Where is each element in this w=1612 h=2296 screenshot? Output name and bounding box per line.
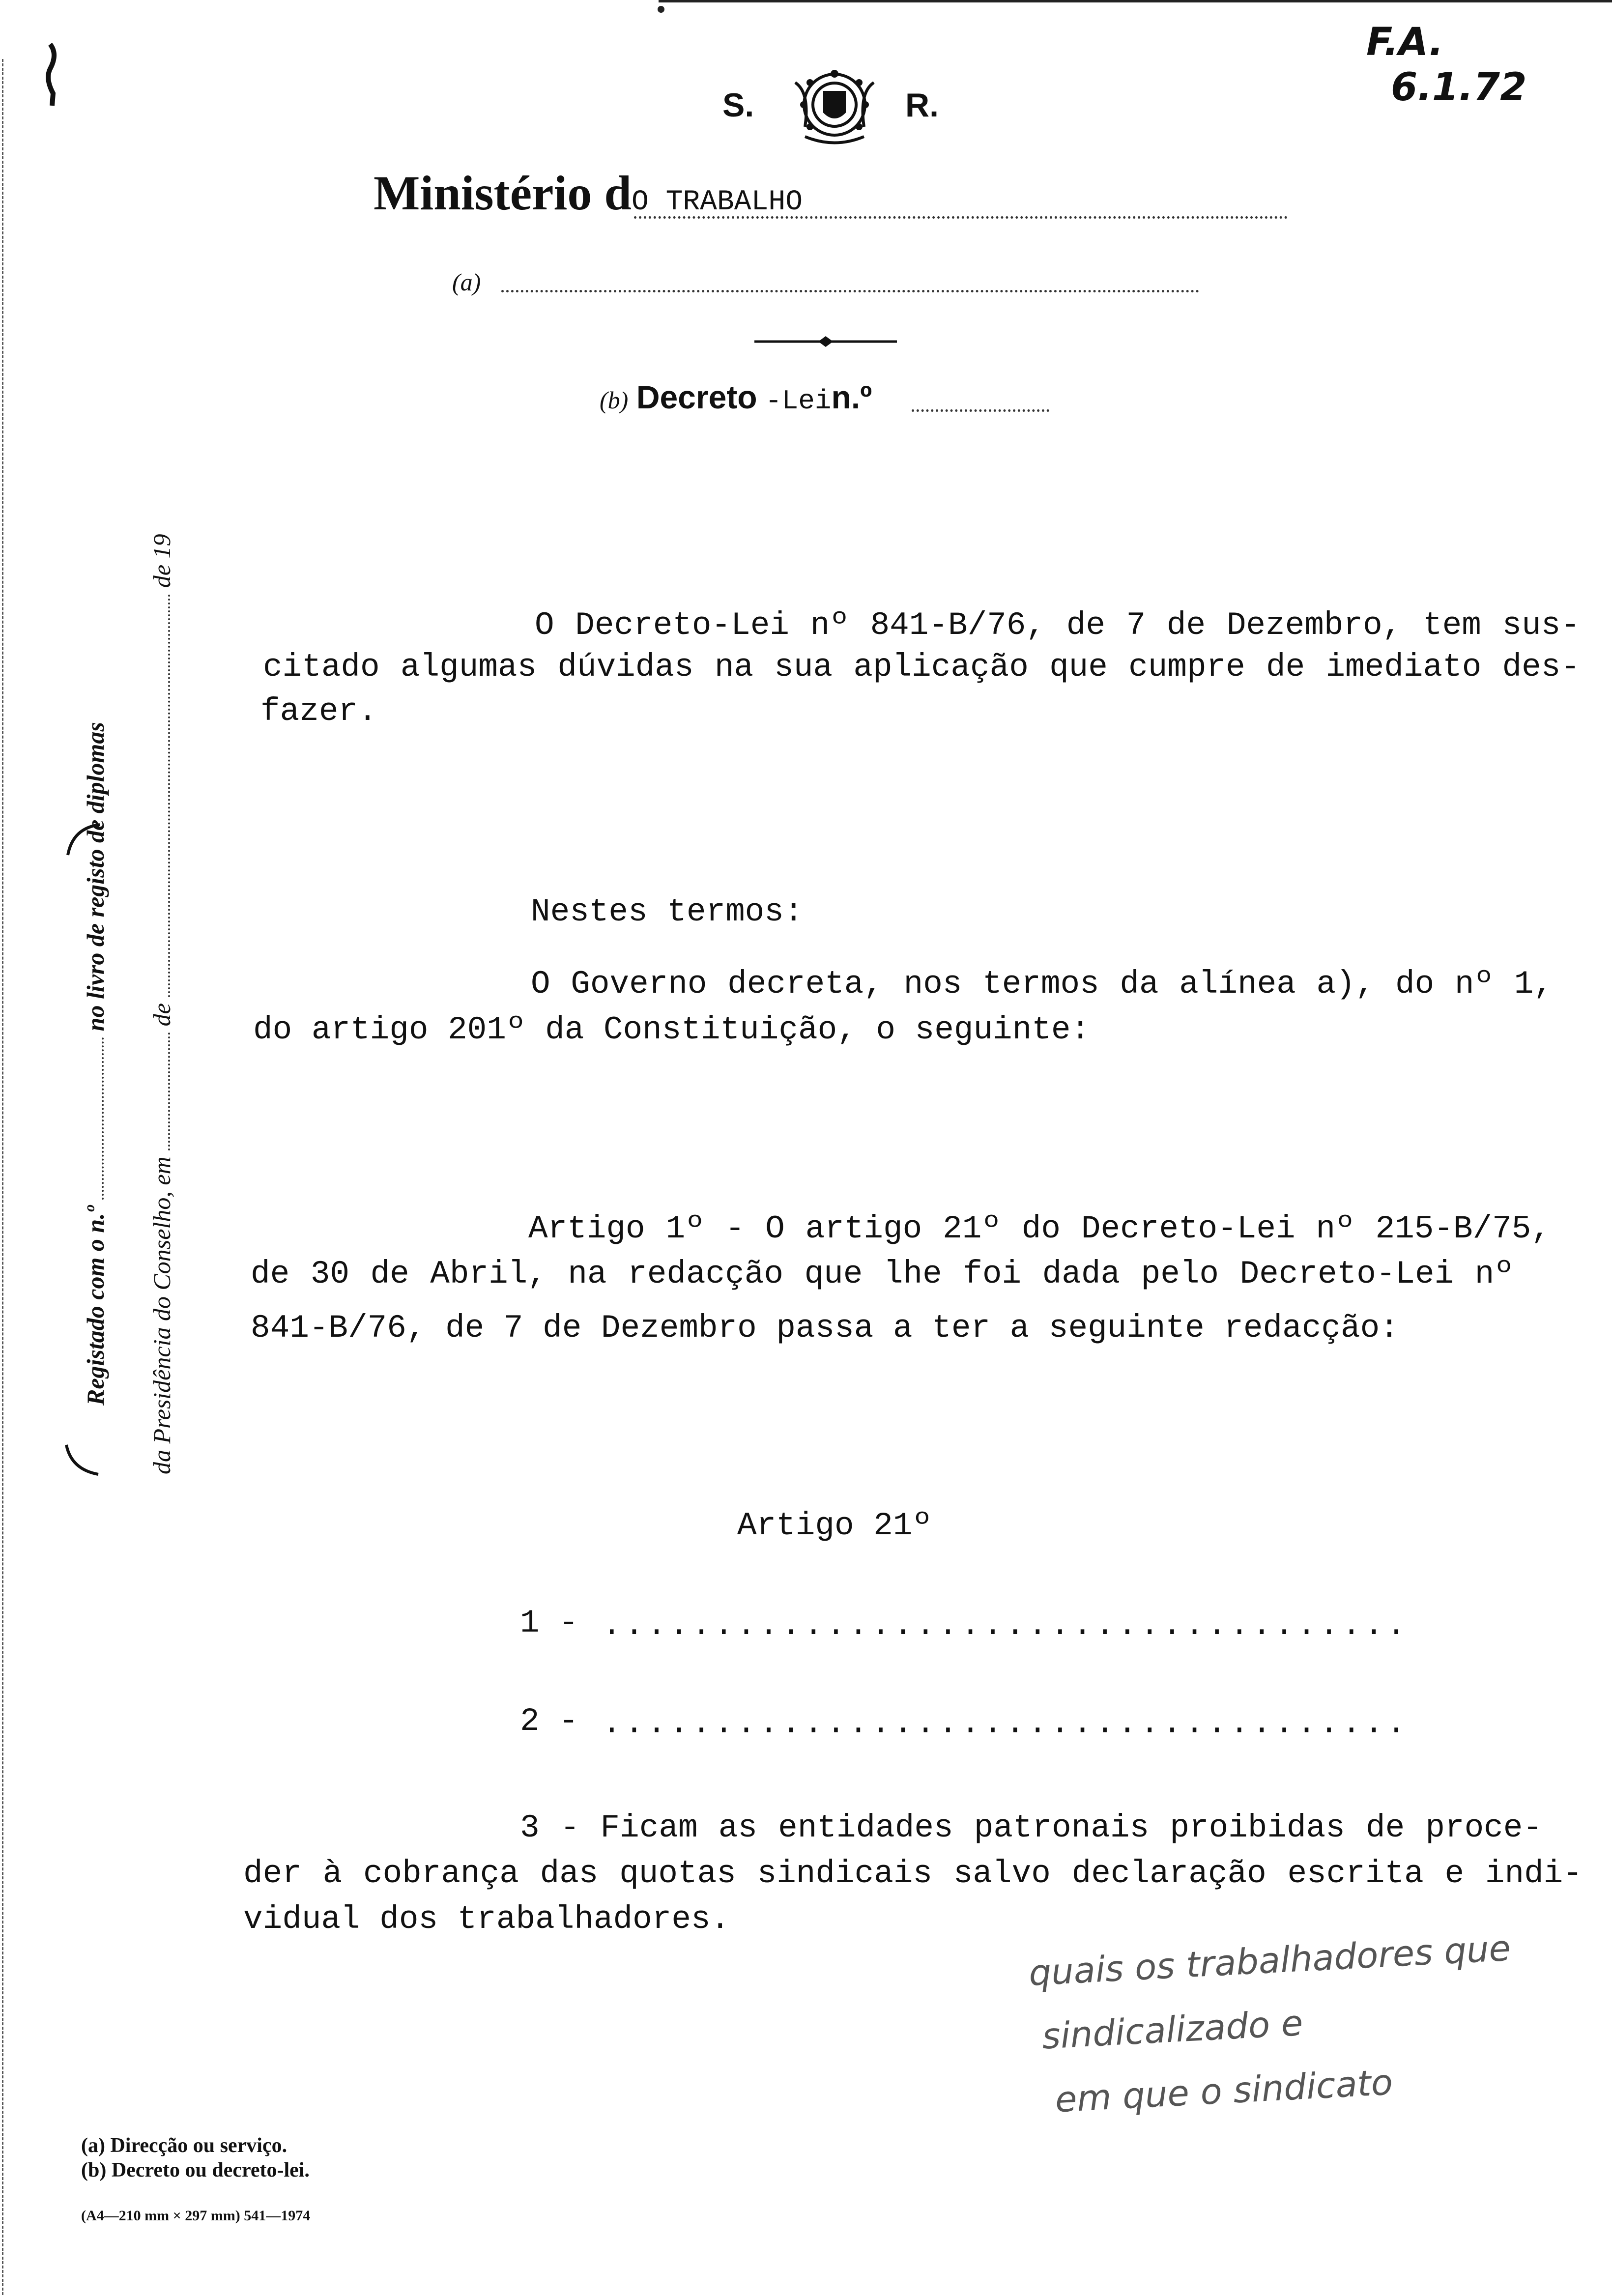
word: nº (810, 607, 849, 644)
word: tem (1422, 607, 1481, 644)
word: de (370, 1256, 409, 1292)
word: Decreto-Lei (575, 607, 789, 644)
sidebar-presidency-label: da Presidência do Conselho, em (148, 1156, 175, 1474)
paragraph-3-line-1 (531, 966, 1553, 1003)
word: imediato (1325, 649, 1482, 686)
decree-dotted-line (912, 409, 1049, 412)
word: dúvidas (557, 649, 694, 686)
nestes-termos: Nestes termos: (531, 893, 804, 930)
item-3-line-2 (243, 1855, 1583, 1892)
word: Decreto-Lei (1239, 1256, 1454, 1292)
footnote-a: (a) Direcção ou serviço. (81, 2134, 288, 2157)
decree-line (600, 378, 872, 417)
word: nos (903, 966, 962, 1003)
field-a-label: (a) (452, 268, 481, 296)
ministry-dotted-line (634, 216, 1288, 219)
word: nº (1316, 1210, 1355, 1247)
word: des- (1502, 649, 1580, 686)
article-1-line-2 (251, 1256, 1514, 1292)
handwritten-annotation-line-3: em que o sindicato (1054, 2061, 1394, 2121)
word: aplicação (853, 649, 1029, 686)
article-1-line-1 (528, 1210, 1551, 1247)
decree-suffix: -Lei (765, 385, 832, 417)
word: nº (1474, 1256, 1514, 1292)
word: da (1120, 966, 1159, 1003)
item-1-dots: .................................... (602, 1607, 1409, 1644)
word: escrita (1287, 1855, 1424, 1892)
handwritten-date: 6.1.72 (1391, 65, 1527, 110)
item-3-line-1 (520, 1809, 1542, 1846)
paragraph-1-line-3: fazer. (260, 693, 377, 730)
word: e (1444, 1855, 1465, 1892)
article-21-title: Artigo 21º (737, 1507, 932, 1544)
word: 1º (665, 1210, 705, 1247)
word: citado (263, 649, 380, 686)
word: as (718, 1809, 757, 1846)
word: Dezembro, (1226, 607, 1402, 644)
word: do (1395, 966, 1435, 1003)
sidebar-day-dots (168, 1033, 170, 1150)
word: Abril, (430, 1256, 547, 1292)
header-right-letter: R. (905, 86, 939, 124)
word: proibidas (1170, 1809, 1345, 1846)
header-left-letter: S. (722, 86, 754, 124)
item-2-dots: .................................... (602, 1705, 1409, 1742)
decree-label: Decreto (636, 379, 757, 415)
word: Decreto-Lei (1081, 1210, 1295, 1247)
word: Artigo (528, 1210, 645, 1247)
article-1-line-3: 841-B/76, de 7 de Dezembro passa a ter a seguinte redacção: (251, 1310, 1399, 1347)
word: nº (1454, 966, 1494, 1003)
form-reference: (A4—210 mm × 297 mm) 541—1974 (81, 2208, 311, 2224)
word: cobrança (363, 1855, 519, 1892)
word: de (1266, 649, 1305, 686)
word: O (765, 1210, 785, 1247)
paragraph-3-line-2: do artigo 201º da Constituição, o seguinte: (253, 1011, 1091, 1048)
sidebar-year-label: de 19 (148, 534, 175, 588)
word: alínea (1179, 966, 1296, 1003)
word: de (251, 1256, 290, 1292)
left-clip-mark (43, 39, 60, 108)
handwritten-initials: F.A. (1366, 20, 1444, 64)
word: 1, (1514, 966, 1553, 1003)
top-dot (658, 6, 664, 13)
word: lhe (883, 1256, 942, 1292)
word: sindicais (757, 1855, 933, 1892)
sidebar-register-line-2 (147, 534, 176, 1474)
sidebar-month-dots (168, 594, 170, 997)
word: proce- (1425, 1809, 1542, 1846)
sidebar-bracket-bottom (61, 1440, 101, 1479)
word: de (1066, 607, 1105, 644)
word: dada (1042, 1256, 1121, 1292)
word: 215-B/75, (1375, 1210, 1551, 1247)
word: Governo (571, 966, 707, 1003)
word: - (560, 1809, 580, 1846)
word: decreta, (727, 966, 883, 1003)
left-binding-rule (2, 59, 3, 2295)
word: 30 (310, 1256, 349, 1292)
paragraph-1-line-1 (535, 607, 1580, 644)
word: quotas (619, 1855, 736, 1892)
word: entidades (778, 1809, 953, 1846)
sidebar-bracket-top (63, 821, 102, 860)
word: patronais (974, 1809, 1150, 1846)
ministry-name: O TRABALHO (631, 186, 803, 218)
item-2-number: 2 - (520, 1703, 578, 1740)
sidebar-register-line-1 (81, 600, 110, 1406)
word: na (568, 1256, 607, 1292)
word: O (535, 607, 554, 644)
sidebar-register-number-dots (102, 1037, 104, 1200)
word: foi (963, 1256, 1022, 1292)
paragraph-1-line-2 (263, 649, 1580, 686)
word: 3 (520, 1809, 540, 1846)
word: 7 (1126, 607, 1146, 644)
word: cumpre (1128, 649, 1245, 686)
word: indi- (1485, 1855, 1583, 1892)
handwritten-annotation-line-1: quais os trabalhadores que (1028, 1927, 1512, 1994)
decree-label-mark: (b) (600, 386, 629, 414)
item-3-line-3: vidual dos trabalhadores. (243, 1901, 730, 1938)
ministry-title (374, 165, 803, 221)
word: de (1365, 1809, 1405, 1846)
field-a-dotted-line (501, 290, 1199, 292)
word: Ficam (600, 1809, 698, 1846)
handwritten-date-note (1366, 20, 1526, 110)
word: redacção (628, 1256, 784, 1292)
word: sua (774, 649, 833, 686)
handwritten-annotation-line-2: sindicalizado e (1040, 2002, 1304, 2057)
word: termos (982, 966, 1099, 1003)
word: que (1049, 649, 1108, 686)
sidebar-de-label: de (148, 1003, 175, 1027)
word: de (1166, 607, 1206, 644)
word: do (1021, 1210, 1061, 1247)
word: sus- (1502, 607, 1580, 644)
word: à (322, 1855, 343, 1892)
word: der (243, 1855, 302, 1892)
word: declaração (1071, 1855, 1267, 1892)
word: salvo (953, 1855, 1051, 1892)
word: 841-B/76, (870, 607, 1046, 644)
footnote-b: (b) Decreto ou decreto-lei. (81, 2159, 310, 2181)
top-rule (659, 0, 1612, 2)
decree-number-label: n.º (831, 379, 872, 415)
word: das (540, 1855, 599, 1892)
word: pelo (1141, 1256, 1219, 1292)
word: na (714, 649, 754, 686)
word: algumas (400, 649, 537, 686)
word: O (531, 966, 550, 1003)
word: - (725, 1210, 745, 1247)
ornament-divider (754, 334, 897, 349)
ministry-prefix: Ministério d (374, 166, 632, 220)
coat-of-arms-icon (785, 63, 884, 146)
handwritten-annotation (1027, 1916, 1519, 2133)
item-1-number: 1 - (520, 1605, 578, 1641)
word: que (804, 1256, 863, 1292)
sidebar-register-book-label: no livro de registo de diplomas (82, 722, 109, 1032)
word: artigo (805, 1210, 922, 1247)
sidebar-registered-label: Registado com o n.º (82, 1205, 109, 1406)
word: a), (1316, 966, 1375, 1003)
word: 21º (943, 1210, 1001, 1247)
